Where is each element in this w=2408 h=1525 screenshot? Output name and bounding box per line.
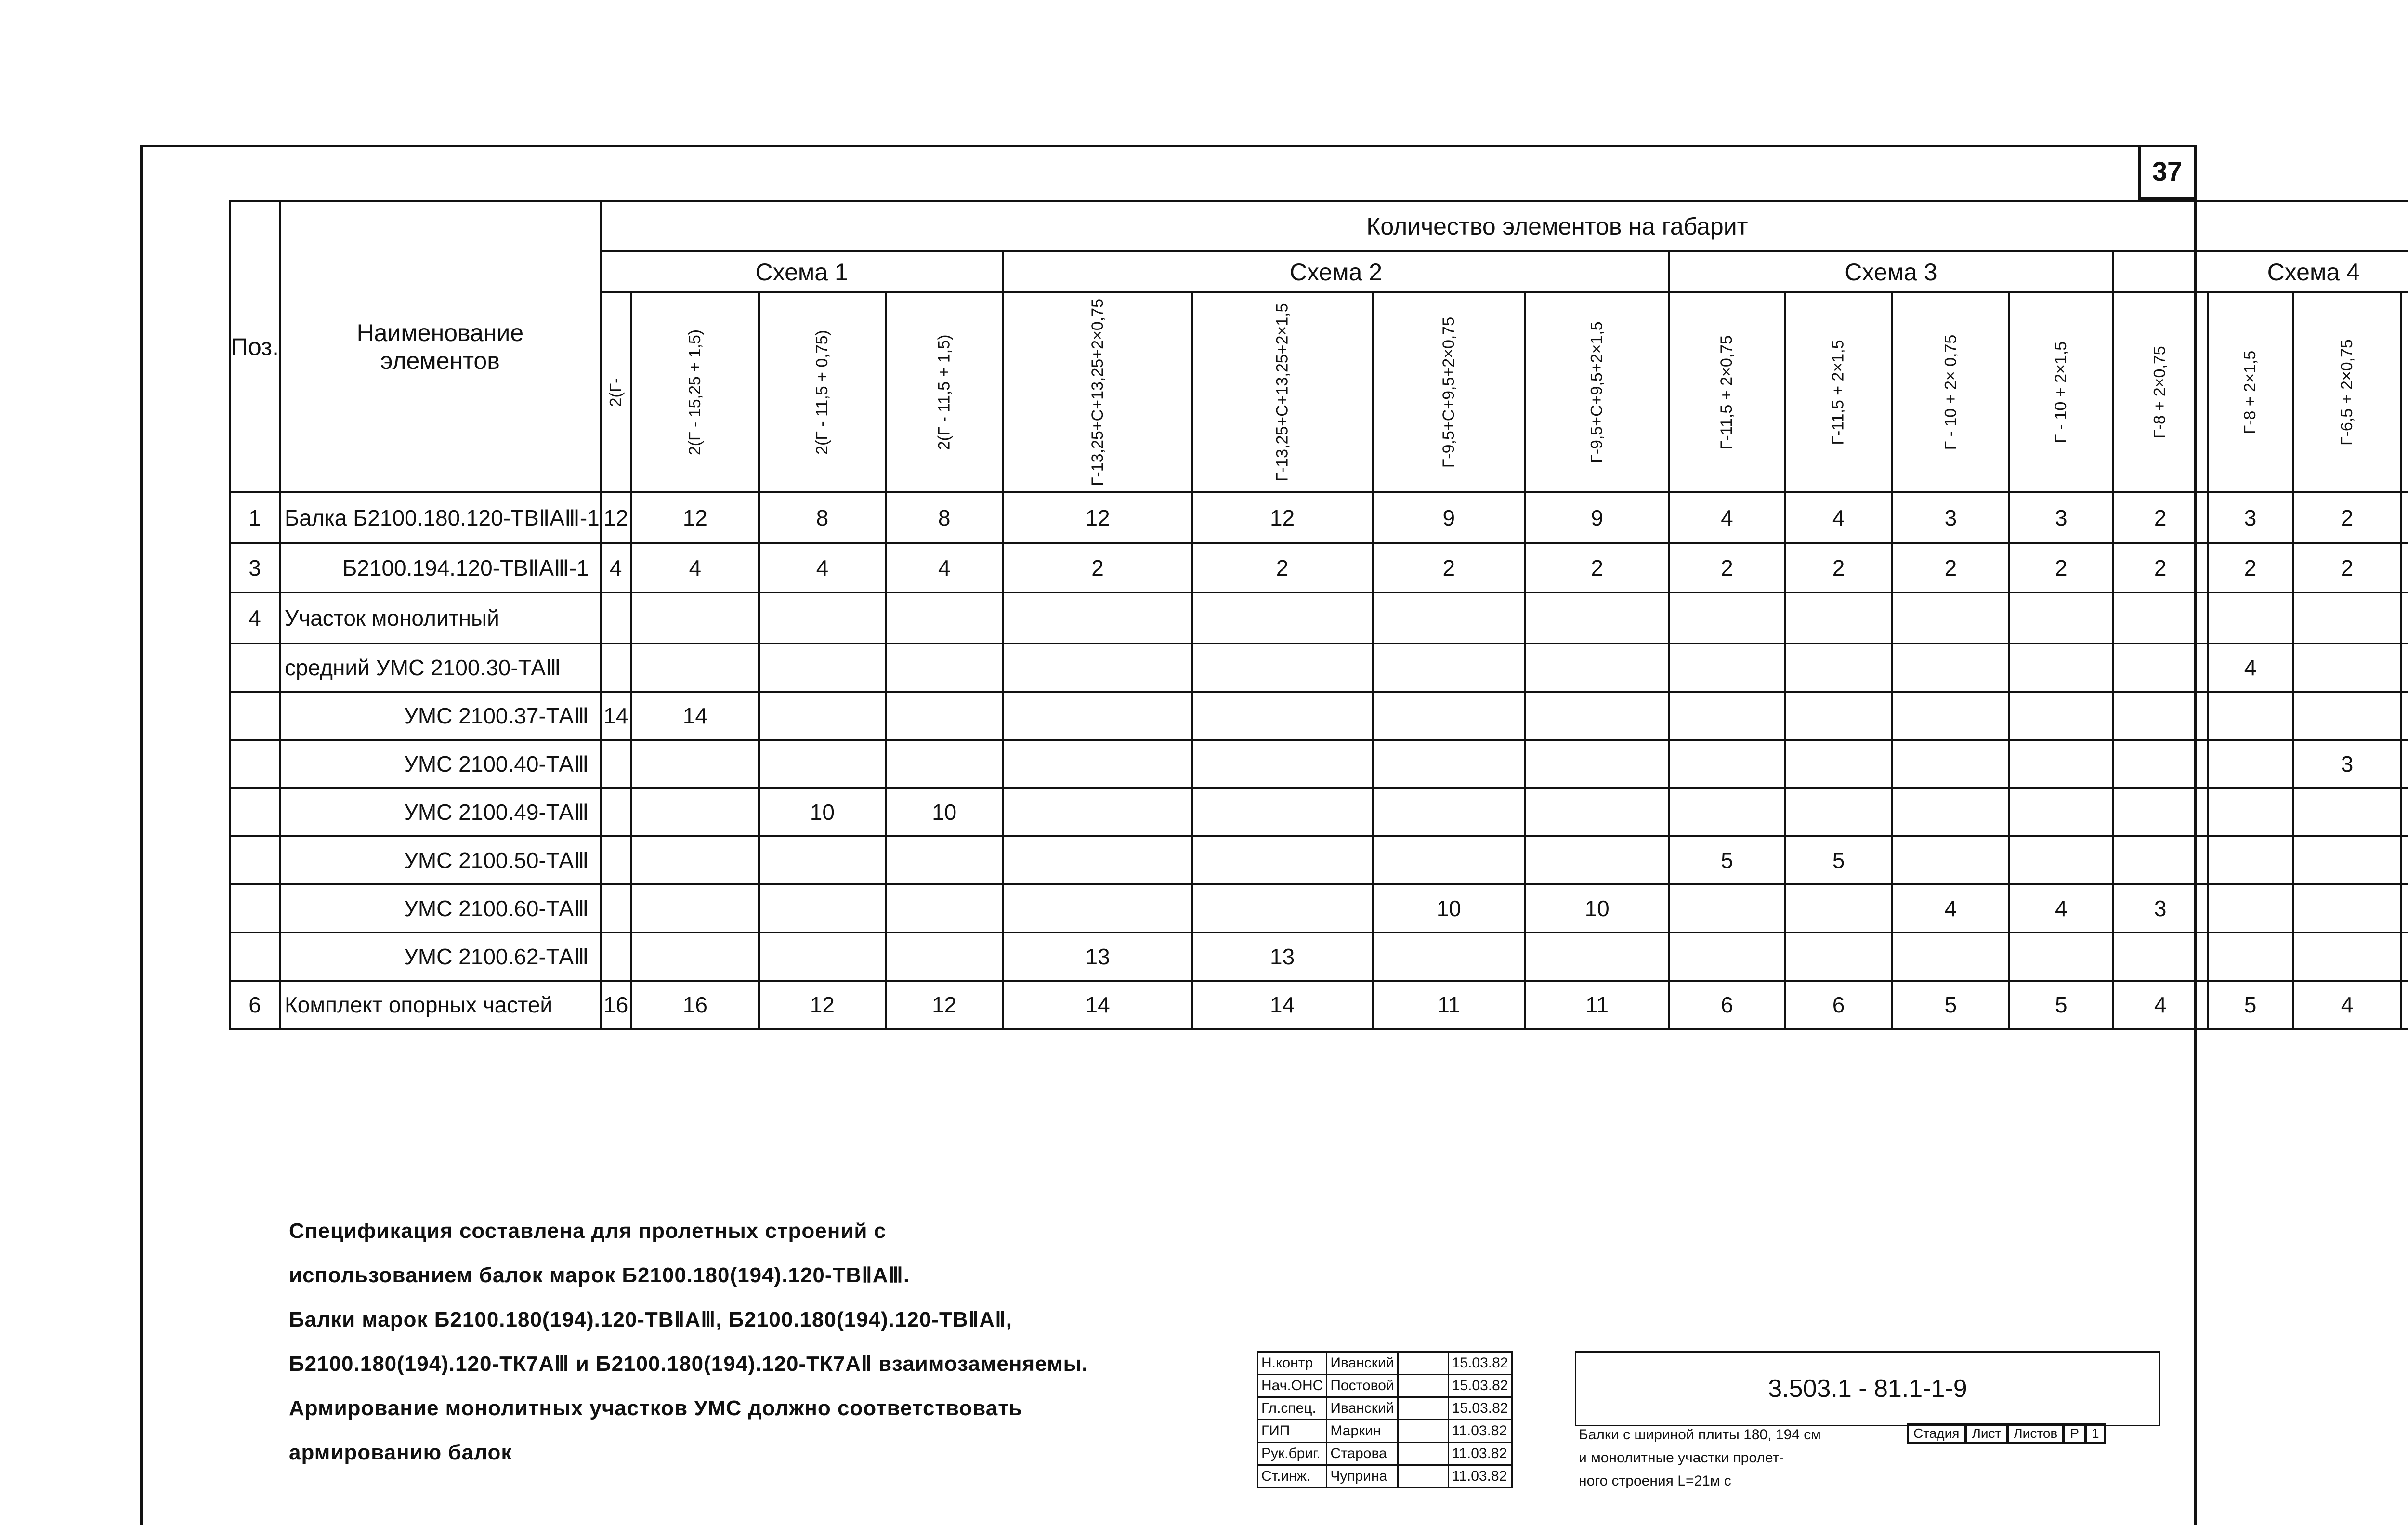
gabarit-12: Г - 10 + 2×1,5 xyxy=(2009,292,2113,492)
gabarit-13: Г-8 + 2×0,75 xyxy=(2113,292,2207,492)
quantity-cell xyxy=(759,933,886,981)
quantity-cell: 2 xyxy=(2113,543,2207,592)
quantity-cell: 14 xyxy=(1192,981,1373,1029)
quantity-cell xyxy=(1669,740,1785,788)
quantity-cell xyxy=(2113,740,2207,788)
signature xyxy=(1398,1375,1448,1397)
quantity-cell: 2 xyxy=(1785,543,1892,592)
document-title: Балки с шириной плиты 180, 194 см и монолитные участки пролет- ного строения L=21м с xyxy=(1579,1427,1821,1489)
quantity-cell xyxy=(1525,692,1669,740)
row-position: 4 xyxy=(230,592,280,644)
quantity-cell xyxy=(2293,933,2401,981)
quantity-cell xyxy=(1785,933,1892,981)
quantity-cell xyxy=(2113,592,2207,644)
quantity-cell xyxy=(1785,692,1892,740)
quantity-cell: 9 xyxy=(1373,492,1525,543)
quantity-cell xyxy=(2401,933,2408,981)
quantity-cell: 3 xyxy=(2293,740,2401,788)
gabarit-15: Г-6,5 + 2×0,75 xyxy=(2293,292,2401,492)
quantity-cell xyxy=(1525,592,1669,644)
quantity-cell xyxy=(1785,592,1892,644)
quantity-cell: 2 xyxy=(2208,543,2293,592)
quantity-cell: 9 xyxy=(1525,492,1669,543)
quantity-cell: 4 xyxy=(1785,492,1892,543)
quantity-cell xyxy=(601,644,631,692)
quantity-cell: 2 xyxy=(1003,543,1192,592)
quantity-cell: 11 xyxy=(1373,981,1525,1029)
quantity-cell xyxy=(2113,644,2207,692)
quantity-cell xyxy=(2208,692,2293,740)
quantity-cell xyxy=(601,788,631,836)
quantity-cell xyxy=(1892,836,2010,884)
note-line: Балки марок Б2100.180(194).120-ТВⅡАⅢ, Б2100.180(194).120-ТВⅡАⅡ, xyxy=(289,1308,1012,1331)
gabarit-14: Г-8 + 2×1,5 xyxy=(2208,292,2293,492)
quantity-cell xyxy=(631,933,759,981)
row-position: 6 xyxy=(230,981,280,1029)
table-row xyxy=(230,788,2408,836)
quantity-cell xyxy=(2293,692,2401,740)
specification-body xyxy=(230,492,2408,1029)
quantity-cell: 4 xyxy=(886,543,1003,592)
quantity-cell: 3 xyxy=(1892,492,2010,543)
quantity-cell xyxy=(1192,644,1373,692)
note-line: армированию балок xyxy=(289,1441,512,1464)
row-name: УМС 2100.49-ТАⅢ xyxy=(280,788,601,836)
quantity-cell xyxy=(1669,592,1785,644)
quantity-cell xyxy=(886,836,1003,884)
row-position xyxy=(230,884,280,933)
quantity-cell xyxy=(2401,981,2408,1029)
sheets-value: 1 xyxy=(2085,1423,2106,1444)
quantity-cell: 12 xyxy=(759,981,886,1029)
quantity-cell: 4 xyxy=(631,543,759,592)
quantity-cell: 12 xyxy=(1003,492,1192,543)
header-pos: Поз. xyxy=(230,201,280,492)
quantity-cell xyxy=(601,592,631,644)
quantity-cell: 6 xyxy=(1785,981,1892,1029)
quantity-cell xyxy=(759,592,886,644)
signature xyxy=(1398,1465,1448,1488)
quantity-cell xyxy=(1785,740,1892,788)
quantity-cell: 5 xyxy=(1892,981,2010,1029)
row-name: Комплект опорных частей xyxy=(280,981,601,1029)
table-row xyxy=(230,543,2408,592)
quantity-cell xyxy=(631,592,759,644)
quantity-cell xyxy=(886,884,1003,933)
quantity-cell xyxy=(1373,933,1525,981)
quantity-cell xyxy=(2293,644,2401,692)
quantity-cell: 14 xyxy=(631,692,759,740)
quantity-cell xyxy=(2113,836,2207,884)
row-name: средний УМС 2100.30-ТАⅢ xyxy=(280,644,601,692)
gabarit-5: Г-13,25+С+13,25+2×0,75 xyxy=(1003,292,1192,492)
quantity-cell: 4 xyxy=(2293,981,2401,1029)
quantity-cell: 5 xyxy=(1785,836,1892,884)
quantity-cell xyxy=(1192,592,1373,644)
quantity-cell xyxy=(1003,644,1192,692)
quantity-cell xyxy=(1373,788,1525,836)
scheme-1: Схема 1 xyxy=(601,251,1003,292)
quantity-cell xyxy=(631,836,759,884)
quantity-cell: 10 xyxy=(1373,884,1525,933)
quantity-cell: 4 xyxy=(1892,884,2010,933)
quantity-cell xyxy=(2401,492,2408,543)
quantity-cell xyxy=(1192,836,1373,884)
quantity-cell xyxy=(2401,592,2408,644)
quantity-cell: 13 xyxy=(1003,933,1192,981)
table-row xyxy=(230,740,2408,788)
quantity-cell: 2 xyxy=(2009,543,2113,592)
quantity-cell xyxy=(1669,644,1785,692)
quantity-cell xyxy=(631,788,759,836)
quantity-cell xyxy=(759,644,886,692)
quantity-cell: 12 xyxy=(1192,492,1373,543)
quantity-cell: 13 xyxy=(1192,933,1373,981)
quantity-cell: 4 xyxy=(2208,644,2293,692)
quantity-cell: 8 xyxy=(886,492,1003,543)
quantity-cell xyxy=(601,933,631,981)
quantity-cell xyxy=(2293,884,2401,933)
quantity-cell xyxy=(2401,543,2408,592)
quantity-cell xyxy=(1003,592,1192,644)
title-block-signatures: Н.контр Иванский 15.03.82 Нач.ОНС Постовой 15.03.82 Гл.спец. Иванский 15.03.82 ГИП Маркин 11.03.82 Рук.бриг. Старова 11.03.82 Ст.инж. Чуприна 11.03.82 xyxy=(1257,1351,1513,1488)
quantity-cell: 2 xyxy=(1892,543,2010,592)
signature xyxy=(1398,1352,1448,1375)
row-name: УМС 2100.62-ТАⅢ xyxy=(280,933,601,981)
signature xyxy=(1398,1443,1448,1465)
table-row xyxy=(230,592,2408,644)
gabarit-2: 2(Г - 15,25 + 1,5) xyxy=(631,292,759,492)
signature xyxy=(1398,1420,1448,1443)
quantity-cell xyxy=(2401,740,2408,788)
quantity-cell xyxy=(1669,788,1785,836)
quantity-cell xyxy=(2208,788,2293,836)
quantity-cell: 4 xyxy=(2009,884,2113,933)
quantity-cell: 4 xyxy=(759,543,886,592)
header-quantity: Количество элементов на габарит xyxy=(601,201,2408,251)
quantity-cell xyxy=(2293,592,2401,644)
quantity-cell xyxy=(1192,788,1373,836)
quantity-cell xyxy=(2401,788,2408,836)
quantity-cell: 4 xyxy=(2113,981,2207,1029)
quantity-cell xyxy=(1525,933,1669,981)
row-position xyxy=(230,836,280,884)
quantity-cell: 2 xyxy=(2113,492,2207,543)
quantity-cell xyxy=(2293,788,2401,836)
quantity-cell xyxy=(2113,692,2207,740)
quantity-cell xyxy=(631,884,759,933)
quantity-cell xyxy=(2401,644,2408,692)
quantity-cell xyxy=(1373,740,1525,788)
quantity-cell: 14 xyxy=(601,692,631,740)
gabarit-3: 2(Г - 11,5 + 0,75) xyxy=(759,292,886,492)
quantity-cell: 6 xyxy=(1669,981,1785,1029)
specification-table xyxy=(229,200,2408,1030)
quantity-cell xyxy=(2208,836,2293,884)
quantity-cell xyxy=(2009,836,2113,884)
quantity-cell xyxy=(1669,692,1785,740)
quantity-cell: 8 xyxy=(759,492,886,543)
quantity-cell xyxy=(2401,836,2408,884)
quantity-cell: 2 xyxy=(1192,543,1373,592)
gabarit-6: Г-13,25+С+13,25+2×1,5 xyxy=(1192,292,1373,492)
row-name: Б2100.194.120-ТВⅡАⅢ-1 xyxy=(280,543,601,592)
quantity-cell: 12 xyxy=(886,981,1003,1029)
quantity-cell xyxy=(1003,836,1192,884)
sheet-number: 37 xyxy=(2138,145,2194,200)
quantity-cell xyxy=(1525,740,1669,788)
quantity-cell: 3 xyxy=(2009,492,2113,543)
quantity-cell xyxy=(2113,788,2207,836)
quantity-cell: 12 xyxy=(601,492,631,543)
specification-notes xyxy=(289,1209,1088,1475)
quantity-cell xyxy=(1892,592,2010,644)
quantity-cell xyxy=(2009,788,2113,836)
document-code: 3.503.1 - 81.1-1-9 xyxy=(1575,1351,2160,1426)
quantity-cell: 3 xyxy=(2113,884,2207,933)
quantity-cell: 14 xyxy=(1003,981,1192,1029)
table-row xyxy=(230,933,2408,981)
quantity-cell xyxy=(1525,644,1669,692)
row-position xyxy=(230,933,280,981)
row-position: 3 xyxy=(230,543,280,592)
quantity-cell xyxy=(1892,788,2010,836)
quantity-cell xyxy=(1373,592,1525,644)
header-name: Наименование элементов xyxy=(280,201,601,492)
quantity-cell xyxy=(759,884,886,933)
quantity-cell: 10 xyxy=(886,788,1003,836)
table-row xyxy=(230,981,2408,1029)
sheets-label: Листов xyxy=(2007,1423,2064,1444)
quantity-cell xyxy=(2113,933,2207,981)
quantity-cell xyxy=(886,692,1003,740)
quantity-cell: 5 xyxy=(2208,981,2293,1029)
quantity-cell xyxy=(2208,592,2293,644)
quantity-cell xyxy=(601,836,631,884)
quantity-cell xyxy=(1669,884,1785,933)
quantity-cell xyxy=(886,592,1003,644)
quantity-cell xyxy=(2009,740,2113,788)
quantity-cell xyxy=(1192,740,1373,788)
quantity-cell xyxy=(1785,884,1892,933)
row-position: 1 xyxy=(230,492,280,543)
quantity-cell xyxy=(886,740,1003,788)
quantity-cell xyxy=(759,836,886,884)
quantity-cell xyxy=(1892,644,2010,692)
quantity-cell xyxy=(2009,692,2113,740)
quantity-cell xyxy=(2401,884,2408,933)
quantity-cell: 4 xyxy=(601,543,631,592)
quantity-cell: 2 xyxy=(1525,543,1669,592)
quantity-cell xyxy=(886,644,1003,692)
table-row xyxy=(230,692,2408,740)
quantity-cell: 16 xyxy=(601,981,631,1029)
note-line: использованием балок марок Б2100.180(194).120-ТВⅡАⅢ. xyxy=(289,1263,910,1287)
quantity-cell xyxy=(1785,788,1892,836)
quantity-cell xyxy=(1373,692,1525,740)
quantity-cell xyxy=(1669,933,1785,981)
row-position xyxy=(230,788,280,836)
table-row xyxy=(230,836,2408,884)
row-name: Участок монолитный xyxy=(280,592,601,644)
row-position xyxy=(230,740,280,788)
quantity-cell: 2 xyxy=(1373,543,1525,592)
row-name: УМС 2100.37-ТАⅢ xyxy=(280,692,601,740)
quantity-cell xyxy=(1192,692,1373,740)
quantity-cell xyxy=(2009,644,2113,692)
quantity-cell xyxy=(1892,692,2010,740)
stage-label: Стадия xyxy=(1907,1423,1965,1444)
row-name: Балка Б2100.180.120-ТВⅡАⅢ-1 xyxy=(280,492,601,543)
quantity-cell: 5 xyxy=(1669,836,1785,884)
quantity-cell xyxy=(1525,836,1669,884)
quantity-cell: 3 xyxy=(2208,492,2293,543)
quantity-cell xyxy=(1003,740,1192,788)
quantity-cell xyxy=(759,740,886,788)
quantity-cell xyxy=(886,933,1003,981)
quantity-cell xyxy=(1892,740,2010,788)
quantity-cell xyxy=(1892,933,2010,981)
row-name: УМС 2100.40-ТАⅢ xyxy=(280,740,601,788)
quantity-cell: 16 xyxy=(631,981,759,1029)
quantity-cell xyxy=(2208,933,2293,981)
quantity-cell xyxy=(1785,644,1892,692)
quantity-cell xyxy=(2293,836,2401,884)
quantity-cell: 10 xyxy=(759,788,886,836)
scheme-4: Схема 4 xyxy=(2113,251,2408,292)
signature xyxy=(1398,1397,1448,1420)
scheme-3: Схема 3 xyxy=(1669,251,2113,292)
quantity-cell xyxy=(631,644,759,692)
row-position xyxy=(230,692,280,740)
note-line: Б2100.180(194).120-ТК7АⅢ и Б2100.180(194).120-ТК7АⅡ взаимозаменяемы. xyxy=(289,1352,1088,1376)
quantity-cell: 10 xyxy=(1525,884,1669,933)
quantity-cell: 5 xyxy=(2009,981,2113,1029)
quantity-cell xyxy=(2208,740,2293,788)
quantity-cell xyxy=(1373,644,1525,692)
quantity-cell xyxy=(1373,836,1525,884)
table-row xyxy=(230,884,2408,933)
row-name: УМС 2100.50-ТАⅢ xyxy=(280,836,601,884)
quantity-cell xyxy=(1192,884,1373,933)
gabarit-8: Г-9,5+С+9,5+2×1,5 xyxy=(1525,292,1669,492)
table-row xyxy=(230,644,2408,692)
quantity-cell: 2 xyxy=(2293,492,2401,543)
gabarit-16 xyxy=(2401,292,2408,492)
quantity-cell: 11 xyxy=(1525,981,1669,1029)
scheme-2: Схема 2 xyxy=(1003,251,1669,292)
quantity-cell xyxy=(601,740,631,788)
quantity-cell xyxy=(2009,592,2113,644)
quantity-cell xyxy=(2208,884,2293,933)
gabarit-11: Г - 10 + 2× 0,75 xyxy=(1892,292,2010,492)
quantity-cell xyxy=(631,740,759,788)
gabarit-1: 2(Г- xyxy=(601,292,631,492)
quantity-cell xyxy=(2009,933,2113,981)
quantity-cell xyxy=(2401,692,2408,740)
gabarit-10: Г-11,5 + 2×1,5 xyxy=(1785,292,1892,492)
gabarit-4: 2(Г - 11,5 + 1,5) xyxy=(886,292,1003,492)
quantity-cell xyxy=(1003,692,1192,740)
quantity-cell xyxy=(1003,788,1192,836)
note-line: Армирование монолитных участков УМС должно соответствовать xyxy=(289,1396,1022,1420)
sheet-label: Лист xyxy=(1965,1423,2007,1444)
quantity-cell: 12 xyxy=(631,492,759,543)
quantity-cell xyxy=(601,884,631,933)
stage-value: Р xyxy=(2064,1423,2085,1444)
quantity-cell xyxy=(1525,788,1669,836)
quantity-cell: 2 xyxy=(1669,543,1785,592)
table-row xyxy=(230,492,2408,543)
gabarit-9: Г-11,5 + 2×0,75 xyxy=(1669,292,1785,492)
note-line: Спецификация составлена для пролетных строений с xyxy=(289,1219,887,1243)
quantity-cell: 2 xyxy=(2293,543,2401,592)
row-name: УМС 2100.60-ТАⅢ xyxy=(280,884,601,933)
gabarit-7: Г-9,5+С+9,5+2×0,75 xyxy=(1373,292,1525,492)
quantity-cell: 4 xyxy=(1669,492,1785,543)
stage-block xyxy=(1907,1423,2106,1444)
quantity-cell xyxy=(1003,884,1192,933)
row-position xyxy=(230,644,280,692)
quantity-cell xyxy=(759,692,886,740)
